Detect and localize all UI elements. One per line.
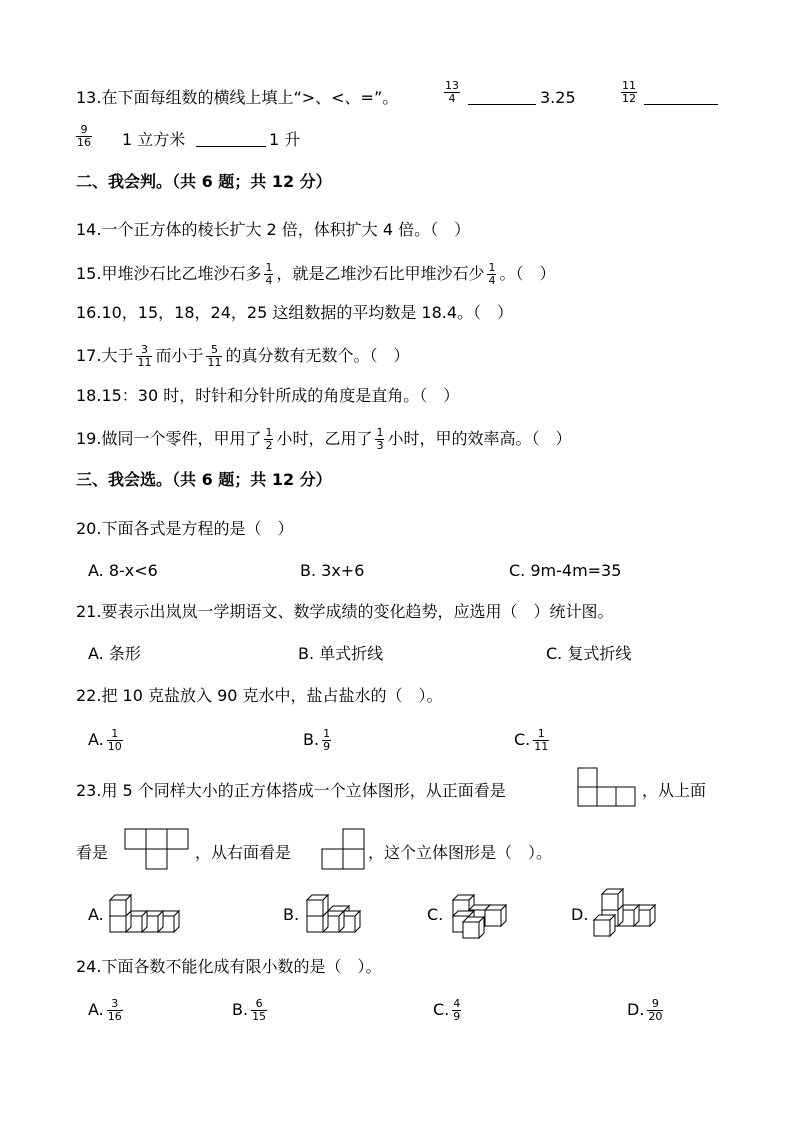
q13-item3-right: 1 升 bbox=[269, 130, 301, 149]
cube-front-face bbox=[594, 920, 610, 936]
top-view-figure bbox=[125, 829, 191, 871]
q16-text: 16.10，15，18，24，25 这组数据的平均数是 18.4。（ ） bbox=[76, 303, 514, 322]
q22-option-a-fraction: $\frac{1}{10}$ bbox=[107, 727, 122, 753]
q17-fraction-1: $\frac{3}{11}$ bbox=[137, 343, 152, 369]
q15-part-b: ，就是乙堆沙石比甲堆沙石少 bbox=[276, 264, 485, 283]
cube-front-face bbox=[307, 916, 323, 932]
q23-option-b-figure[interactable] bbox=[305, 890, 365, 938]
q13-answer-blank-1[interactable] bbox=[468, 88, 536, 105]
q14-text: 14.一个正方体的棱长扩大 2 倍，体积扩大 4 倍。（ ） bbox=[76, 220, 471, 239]
q15-part-a: 15.甲堆沙石比乙堆沙石多 bbox=[76, 264, 262, 283]
q22-option-a[interactable]: A. $\frac{1}{10}$ bbox=[88, 727, 122, 753]
q19-part-a: 19.做同一个零件，甲用了 bbox=[76, 429, 262, 448]
q15-line bbox=[76, 262, 555, 287]
q13-text: 13.在下面每组数的横线上填上“>、<、=”。 bbox=[76, 88, 399, 107]
q22-option-c[interactable]: C. $\frac{1}{11}$ bbox=[514, 727, 549, 753]
q19-fraction-2: $\frac{1}{3}$ bbox=[376, 426, 384, 452]
q24-option-b[interactable]: B. $\frac{6}{15}$ bbox=[232, 997, 267, 1023]
cube-front-face bbox=[463, 922, 479, 938]
q17-fraction-2: $\frac{5}{11}$ bbox=[207, 343, 222, 369]
q13-item3-left: 1 立方米 bbox=[122, 130, 186, 149]
q21-option-b[interactable]: B. 单式折线 bbox=[298, 644, 384, 663]
q20-option-a[interactable]: A. 8-x<6 bbox=[88, 561, 158, 580]
q24-option-a[interactable]: A. $\frac{3}{16}$ bbox=[88, 997, 122, 1023]
q17-part-c: 的真分数有无数个。（ ） bbox=[225, 346, 410, 365]
section-2-heading: 二、我会判。（共 6 题；共 12 分） bbox=[76, 172, 332, 191]
q24-option-d[interactable]: D. $\frac{9}{20}$ bbox=[627, 997, 663, 1023]
q23-option-b-label[interactable]: B. bbox=[283, 905, 300, 924]
q24-option-a-fraction: $\frac{3}{16}$ bbox=[107, 997, 122, 1023]
q15-fraction-1: $\frac{1}{4}$ bbox=[265, 261, 273, 287]
q15-part-c: 。（ ） bbox=[499, 264, 556, 283]
q13-compare-value-1: 3.25 bbox=[540, 88, 576, 107]
q13-answer-blank-2[interactable] bbox=[644, 88, 718, 105]
q23-part-e: ，这个立体图形是（ ）。 bbox=[368, 843, 553, 862]
q23-part-d: ，从右面看是 bbox=[195, 843, 292, 862]
q23-option-a-label[interactable]: A. bbox=[88, 905, 104, 924]
q22-text: 22.把 10 克盐放入 90 克水中，盐占盐水的（ ）。 bbox=[76, 686, 443, 705]
q23-option-d-label[interactable]: D. bbox=[571, 905, 589, 924]
cube-front-face bbox=[110, 900, 126, 916]
q18-text: 18.15：30 时，时针和分针所成的角度是直角。（ ） bbox=[76, 386, 460, 405]
q21-option-c[interactable]: C. 复式折线 bbox=[546, 644, 632, 663]
q23-option-c-figure[interactable] bbox=[449, 888, 511, 940]
cube-front-face bbox=[307, 900, 323, 916]
q22-option-c-fraction: $\frac{1}{11}$ bbox=[534, 727, 549, 753]
cube-front-face bbox=[602, 894, 618, 910]
q13-fraction-3: $\frac{9}{16}$ bbox=[77, 123, 91, 149]
q24-option-c[interactable]: C. $\frac{4}{9}$ bbox=[433, 997, 461, 1023]
q17-line bbox=[76, 344, 409, 369]
right-view-figure bbox=[322, 829, 368, 871]
q19-part-b: 小时，乙用了 bbox=[276, 429, 373, 448]
q21-option-a[interactable]: A. 条形 bbox=[88, 644, 141, 663]
cube-front-face bbox=[110, 916, 126, 932]
section-3-heading: 三、我会选。（共 6 题；共 12 分） bbox=[76, 470, 332, 489]
q23-part-a: 23.用 5 个同样大小的正方体搭成一个立体图形，从正面看是 bbox=[76, 781, 506, 800]
q22-option-b[interactable]: B. $\frac{1}{9}$ bbox=[303, 727, 331, 753]
cube-front-face bbox=[485, 910, 501, 926]
q23-option-d-figure[interactable] bbox=[592, 890, 654, 938]
q23-option-a-figure[interactable] bbox=[108, 890, 188, 938]
q24-text: 24.下面各数不能化成有限小数的是（ ）。 bbox=[76, 957, 382, 976]
q24-option-b-fraction: $\frac{6}{15}$ bbox=[252, 997, 267, 1023]
q17-part-b: 而小于 bbox=[155, 346, 204, 365]
q23-part-b: ，从上面 bbox=[642, 781, 707, 800]
q13-line bbox=[76, 88, 398, 108]
q24-option-c-fraction: $\frac{4}{9}$ bbox=[453, 997, 461, 1023]
q13-answer-blank-3[interactable] bbox=[196, 130, 266, 147]
q13-fraction-1: $\frac{13}{4}$ bbox=[445, 79, 459, 105]
front-view-figure bbox=[578, 768, 638, 808]
q22-option-b-fraction: $\frac{1}{9}$ bbox=[323, 727, 331, 753]
q19-part-c: 小时，甲的效率高。（ ） bbox=[387, 429, 572, 448]
q17-part-a: 17.大于 bbox=[76, 346, 134, 365]
q20-option-c[interactable]: C. 9m-4m=35 bbox=[509, 561, 622, 580]
q21-text: 21.要表示出岚岚一学期语文、数学成绩的变化趋势，应选用（ ）统计图。 bbox=[76, 602, 614, 621]
q15-fraction-2: $\frac{1}{4}$ bbox=[488, 261, 496, 287]
q20-option-b[interactable]: B. 3x+6 bbox=[300, 561, 365, 580]
q23-part-c: 看是 bbox=[76, 843, 109, 862]
q19-line bbox=[76, 427, 571, 452]
q20-text: 20.下面各式是方程的是（ ） bbox=[76, 519, 294, 538]
q13-fraction-2: $\frac{11}{12}$ bbox=[622, 79, 636, 105]
q24-option-d-fraction: $\frac{9}{20}$ bbox=[648, 997, 663, 1023]
q19-fraction-1: $\frac{1}{2}$ bbox=[265, 426, 273, 452]
q23-option-c-label[interactable]: C. bbox=[427, 905, 444, 924]
